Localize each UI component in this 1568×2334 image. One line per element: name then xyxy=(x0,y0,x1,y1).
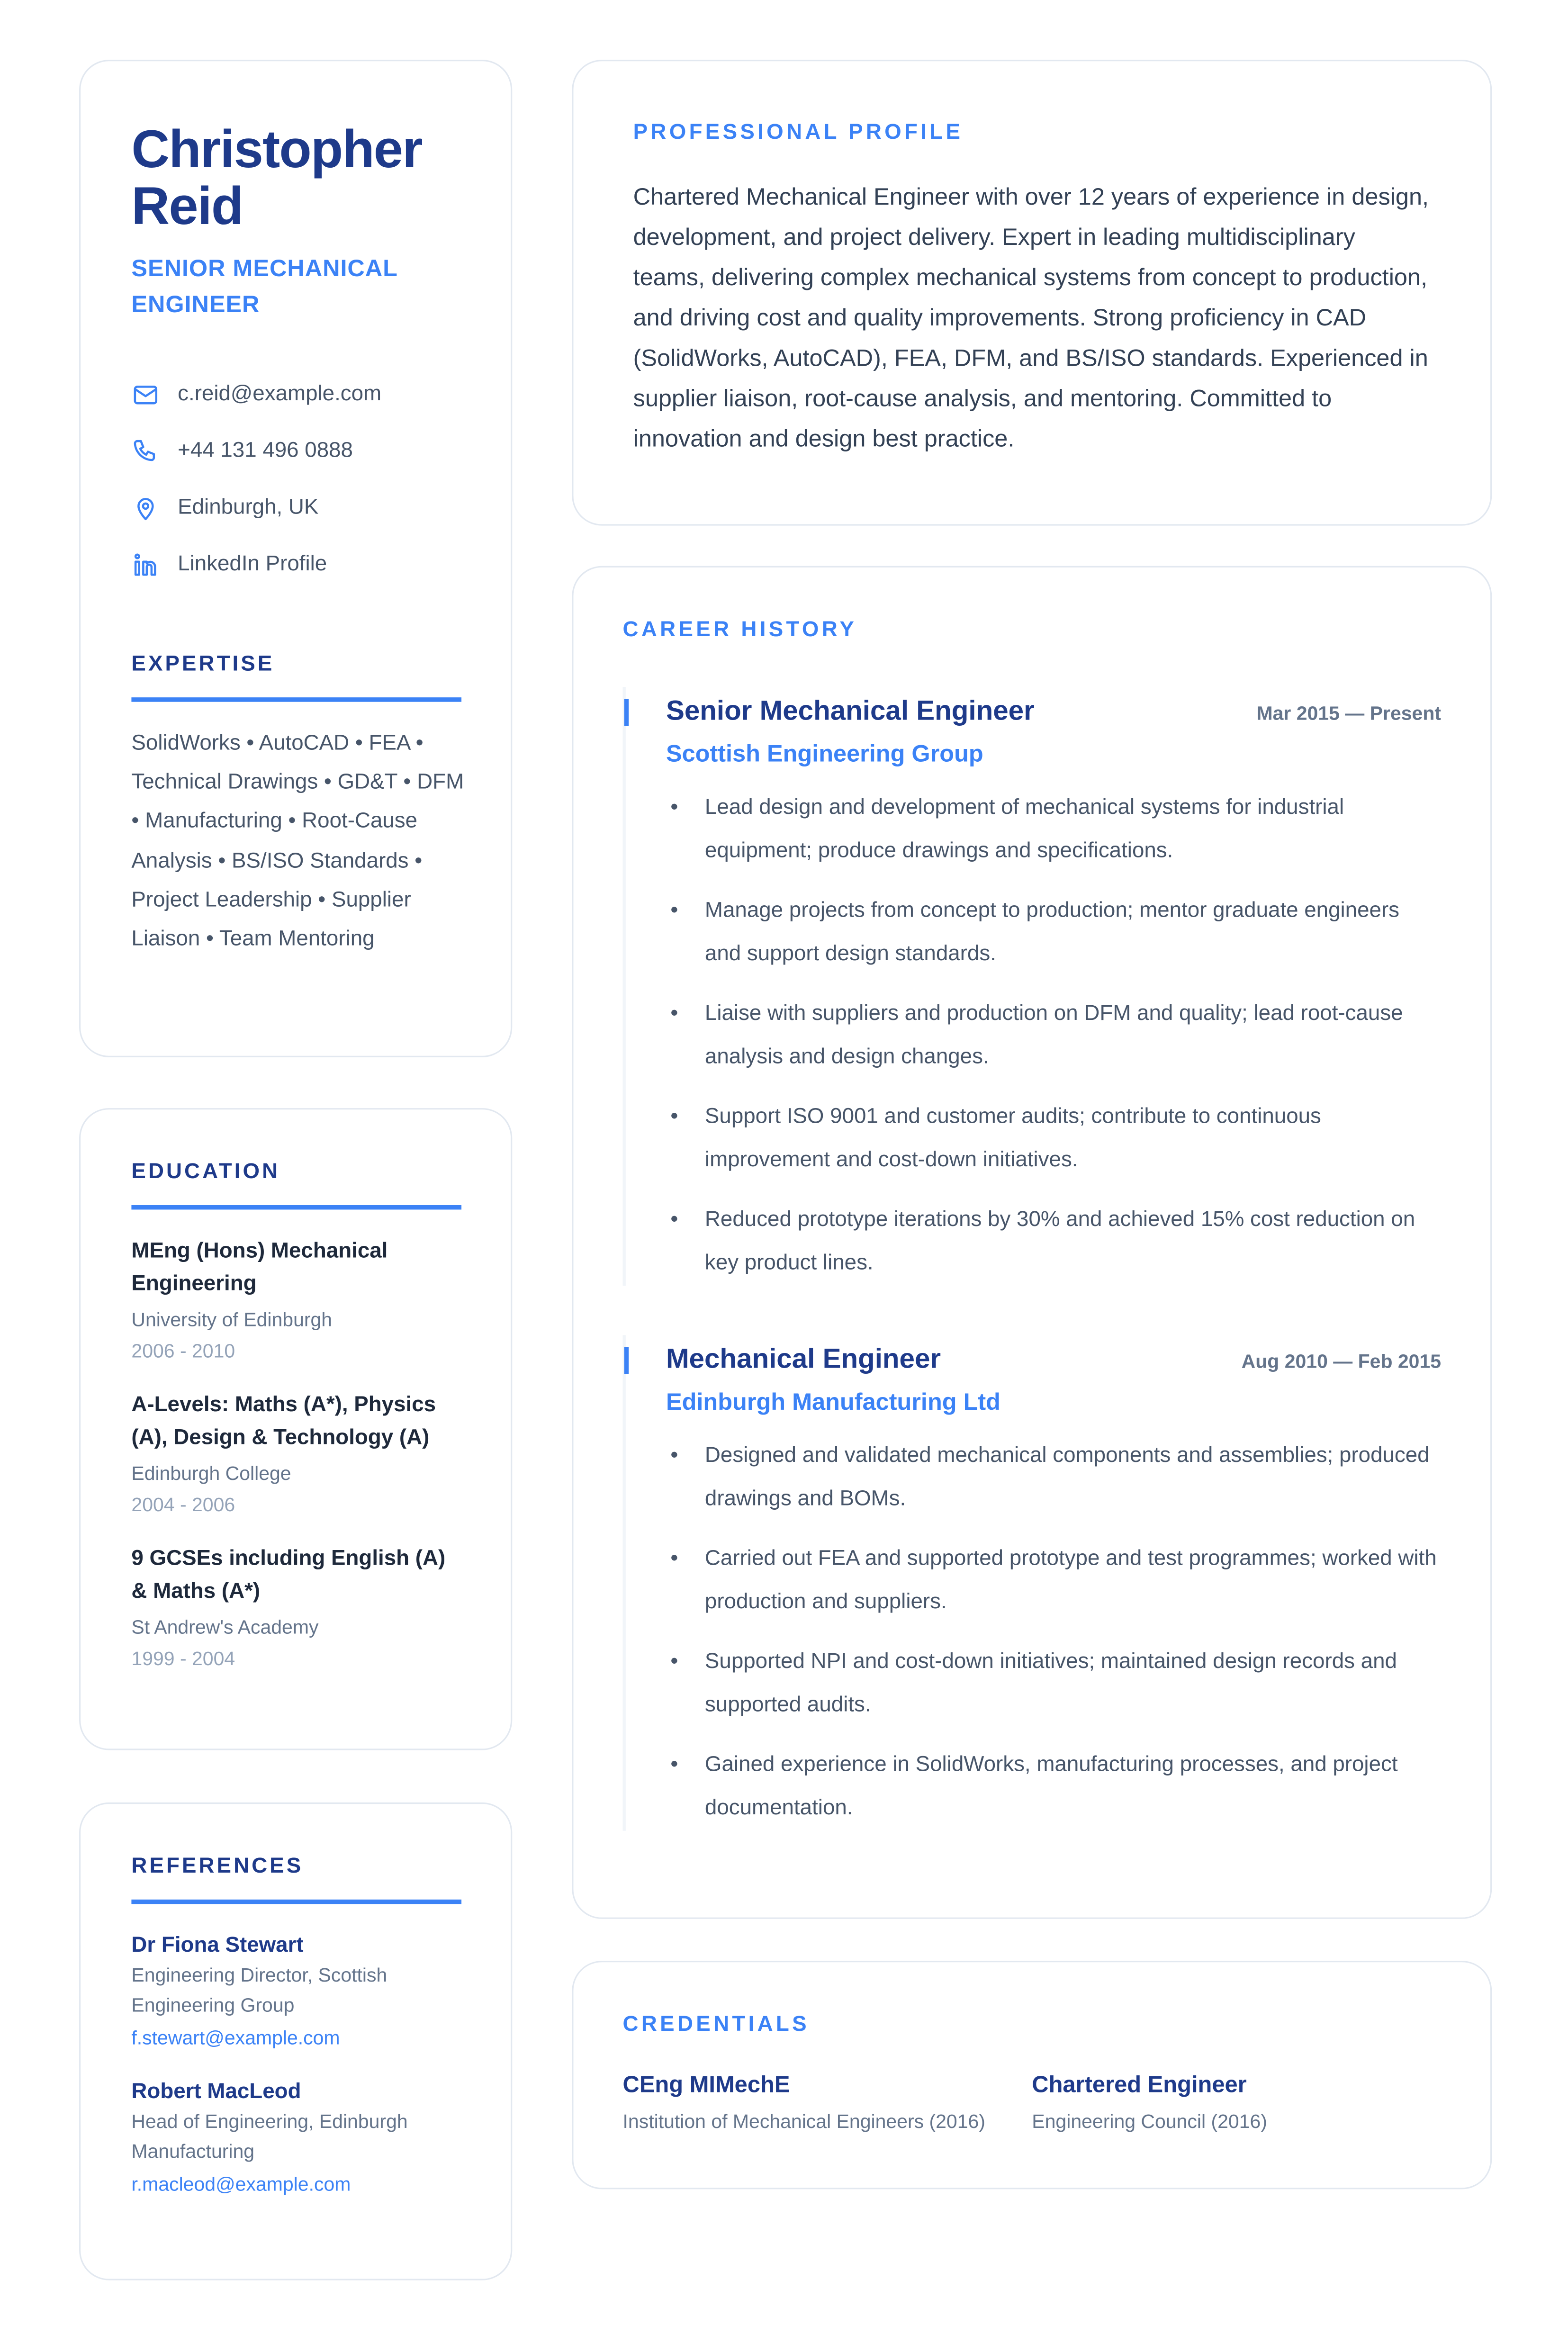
years: 2004 - 2006 xyxy=(131,1493,235,1516)
timeline-accent xyxy=(624,699,629,726)
timeline-accent xyxy=(624,1347,629,1374)
job-entry xyxy=(623,1335,1442,1831)
bullet-icon: • xyxy=(670,1650,678,1674)
degree: A-Levels: Maths (A*), Physics (A), Design & Technology (A) xyxy=(131,1393,436,1450)
timeline-line xyxy=(623,687,626,1286)
contact-email[interactable] xyxy=(131,366,460,423)
education-item xyxy=(131,1389,460,1520)
credential-name: CEng MIMechE xyxy=(622,2073,790,2099)
contact-phone-text: +44 131 496 0888 xyxy=(178,439,353,463)
education-card xyxy=(79,1108,512,1750)
credential-item xyxy=(1032,2070,1441,2137)
career-card xyxy=(572,566,1492,1919)
reference-item xyxy=(131,2077,460,2199)
profile-heading: PROFESSIONAL PROFILE xyxy=(633,121,964,145)
credential-name: Chartered Engineer xyxy=(1032,2073,1247,2099)
reference-email-link[interactable]: r.macleod@example.com xyxy=(131,2172,351,2195)
contact-linkedin-text: LinkedIn Profile xyxy=(178,552,327,577)
job-bullet xyxy=(666,1641,1441,1728)
job-company: Scottish Engineering Group xyxy=(666,742,983,768)
years: 1999 - 2004 xyxy=(131,1647,235,1670)
reference-name: Robert MacLeod xyxy=(131,2080,301,2104)
bullet-text: Reduced prototype iterations by 30% and achieved 15% cost reduction on key product lines. xyxy=(704,1208,1415,1276)
job-title-headline: SENIOR MECHANICAL ENGINEER xyxy=(131,257,398,318)
degree: MEng (Hons) Mechanical Engineering xyxy=(131,1239,388,1297)
bullet-icon: • xyxy=(670,1444,678,1468)
bullet-text: Lead design and development of mechanical systems for industrial equipment; produce drawings and specifications. xyxy=(704,796,1344,864)
reference-role: Head of Engineering, Edinburgh Manufacturing xyxy=(131,2110,408,2163)
expertise-heading: EXPERTISE xyxy=(131,652,275,677)
job-bullet xyxy=(666,787,1441,874)
job-dates: Aug 2010 — Feb 2015 xyxy=(1241,1350,1442,1373)
bullet-icon: • xyxy=(670,1208,678,1232)
job-bullet xyxy=(666,1435,1441,1522)
profile-summary: Chartered Mechanical Engineer with over 12 years of experience in design, development, and project delivery. Expert in leading multidisciplinary teams, delivering complex mechanical systems from concept to production, and driving cost and quality improvements. Strong proficiency in CAD (SolidWorks, AutoCAD), FEA, DFM, and BS/ISO standards. Experienced in supplier liaison, root-cause analysis, and mentoring. Committed to innovation and design best practice. xyxy=(633,185,1429,453)
job-title: Mechanical Engineer xyxy=(666,1342,941,1374)
reference-email-link[interactable]: f.stewart@example.com xyxy=(131,2026,340,2049)
contact-location xyxy=(131,479,460,536)
profile-card xyxy=(572,60,1492,526)
section-divider xyxy=(131,697,461,702)
mail-icon xyxy=(131,380,160,408)
bullet-text: Gained experience in SolidWorks, manufacturing processes, and project documentation. xyxy=(704,1753,1398,1820)
credential-issuer: Engineering Council (2016) xyxy=(1032,2110,1267,2133)
education-heading: EDUCATION xyxy=(131,1160,280,1184)
school: Edinburgh College xyxy=(131,1462,291,1485)
credentials-card xyxy=(572,1961,1492,2189)
years: 2006 - 2010 xyxy=(131,1339,235,1362)
name-last: Reid xyxy=(131,176,243,236)
references-heading: REFERENCES xyxy=(131,1855,304,1879)
credential-issuer: Institution of Mechanical Engineers (2016) xyxy=(622,2110,985,2133)
bullet-icon: • xyxy=(670,899,678,923)
job-bullet xyxy=(666,1538,1441,1625)
credentials-grid xyxy=(623,2070,1442,2137)
contact-email-text: c.reid@example.com xyxy=(178,382,382,406)
job-dates: Mar 2015 — Present xyxy=(1256,702,1442,724)
bullet-icon: • xyxy=(670,1547,678,1571)
phone-icon xyxy=(131,437,160,465)
name-first: Christopher xyxy=(131,119,422,180)
bullet-icon: • xyxy=(670,1105,678,1129)
school: University of Edinburgh xyxy=(131,1308,333,1331)
degree: 9 GCSEs including English (A) & Maths (A*) xyxy=(131,1547,446,1604)
bullet-icon: • xyxy=(670,1753,678,1777)
section-divider xyxy=(131,1900,461,1904)
bullet-icon: • xyxy=(670,1002,678,1026)
reference-role: Engineering Director, Scottish Engineering Group xyxy=(131,1964,387,2016)
bullet-text: Supported NPI and cost-down initiatives; maintained design records and supported audits. xyxy=(704,1650,1397,1718)
contact-list xyxy=(131,366,460,593)
job-bullet xyxy=(666,890,1441,977)
timeline-line xyxy=(623,1335,626,1831)
linkedin-icon xyxy=(131,550,160,579)
job-bullet xyxy=(666,1096,1441,1183)
education-item xyxy=(131,1542,460,1674)
section-divider xyxy=(131,1205,461,1209)
bullet-icon: • xyxy=(670,796,678,820)
job-bullet xyxy=(666,1199,1441,1286)
identity-card xyxy=(79,60,512,1057)
job-bullets xyxy=(666,1435,1441,1830)
bullet-text: Carried out FEA and supported prototype and test programmes; worked with production and suppliers. xyxy=(704,1547,1437,1614)
bullet-text: Designed and validated mechanical components and assemblies; produced drawings and BOMs. xyxy=(704,1444,1430,1512)
job-title: Senior Mechanical Engineer xyxy=(666,694,1035,726)
job-bullet xyxy=(666,1744,1441,1831)
bullet-text: Support ISO 9001 and customer audits; contribute to continuous improvement and cost-down initiatives. xyxy=(704,1105,1321,1172)
candidate-name xyxy=(131,121,460,234)
reference-name: Dr Fiona Stewart xyxy=(131,1934,304,1958)
job-entry xyxy=(623,687,1442,1286)
bullet-text: Manage projects from concept to production; mentor graduate engineers and support design standards. xyxy=(704,899,1400,966)
job-company: Edinburgh Manufacturing Ltd xyxy=(666,1390,1000,1416)
contact-linkedin[interactable] xyxy=(131,536,460,593)
contact-location-text: Edinburgh, UK xyxy=(178,496,319,520)
job-bullet xyxy=(666,993,1441,1080)
credentials-heading: CREDENTIALS xyxy=(622,2013,810,2037)
contact-phone[interactable] xyxy=(131,423,460,479)
career-heading: CAREER HISTORY xyxy=(622,618,857,642)
expertise-list: SolidWorks • AutoCAD • FEA • Technical Drawings • GD&T • DFM • Manufacturing • Root-Cause Analysis • BS/ISO Standards • Project Leadership • Supplier Liaison • Team Mentoring xyxy=(131,731,464,952)
bullet-text: Liaise with suppliers and production on DFM and quality; lead root-cause analysis and design changes. xyxy=(704,1002,1403,1070)
reference-item xyxy=(131,1931,460,2053)
references-card xyxy=(79,1802,512,2280)
school: St Andrew's Academy xyxy=(131,1615,319,1639)
job-bullets xyxy=(666,787,1441,1286)
map-pin-icon xyxy=(131,494,160,522)
credential-item xyxy=(623,2070,1032,2137)
education-item xyxy=(131,1235,460,1366)
